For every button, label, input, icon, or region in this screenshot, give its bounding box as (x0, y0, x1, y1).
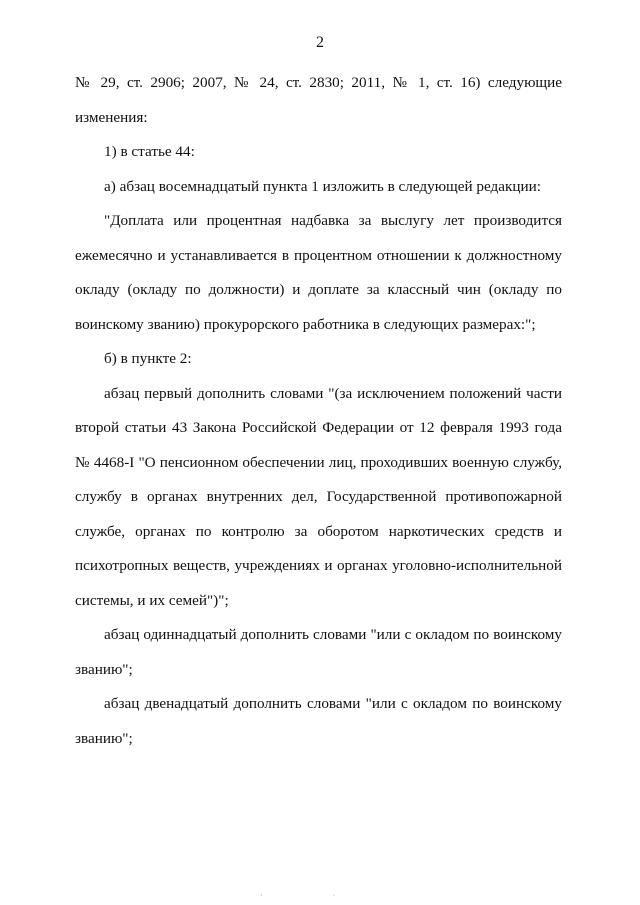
subitem-b: б) в пункте 2: (104, 350, 192, 367)
document-body (75, 66, 562, 756)
quoted-amendment: "Доплата или процентная надбавка за выслугу лет производится ежемесячно и устанавливается в процентном отношении к должностному окладу (окладу по должности) и доплате за классный чин (окладу по воинскому званию) прокурорского работника в следующих размерах:"; (75, 212, 562, 333)
subitem-a: а) абзац восемнадцатый пункта 1 изложить в следующей редакции: (104, 177, 542, 195)
first-paragraph-amendment: абзац первый дополнить словами "(за исключением положений части второй статьи 43 Закона Российской Федерации от 12 февраля 1993 года № 4468-I "О пенсионном обеспечении лиц, проходивших военную службу, службу в органах внутренних дел, Государственной противопожарной службе, органах по контролю за оборотом наркотических средств и психотропных веществ, учреждениях и органах уголовно-исполнительной системы, и их семей")"; (75, 384, 562, 609)
item-article-44: 1) в статье 44: (104, 143, 195, 160)
scan-artifact: · · (260, 891, 370, 900)
eleventh-paragraph-amendment: абзац одиннадцатый дополнить словами "или с окладом по воинскому званию"; (75, 626, 562, 678)
intro-paragraph: № 29, ст. 2906; 2007, № 24, ст. 2830; 2011, № 1, ст. 16) следующие изменения: (75, 74, 562, 126)
page-number: 2 (316, 34, 324, 51)
twelfth-paragraph-amendment: абзац двенадцатый дополнить словами "или с окладом по воинскому званию"; (75, 695, 562, 747)
